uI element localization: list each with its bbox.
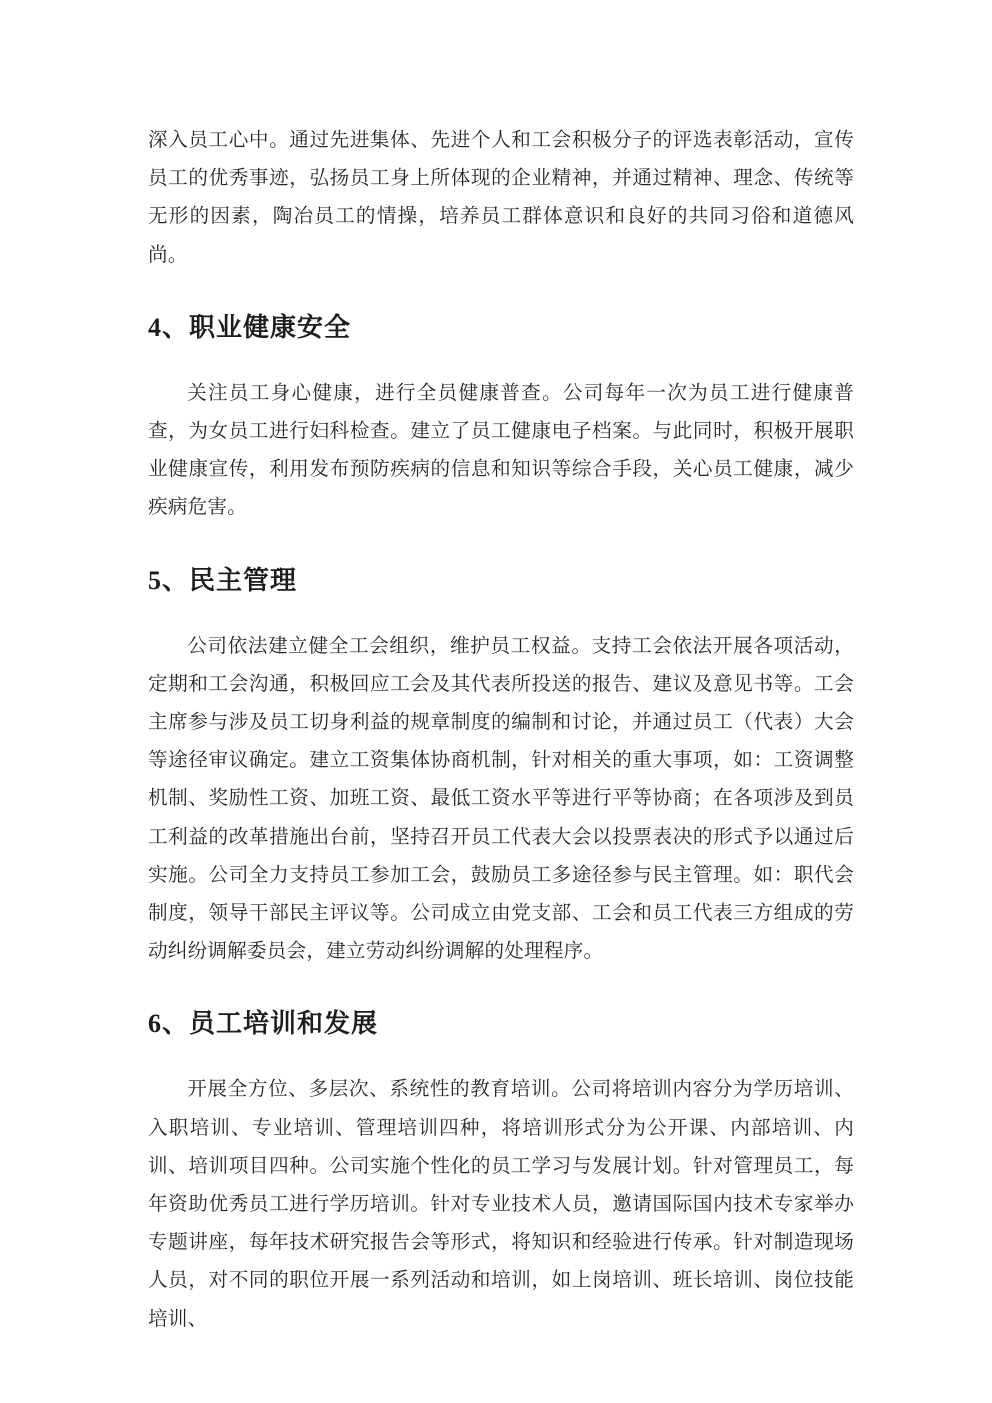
paragraph-training-development: 开展全方位、多层次、系统性的教育培训。公司将培训内容分为学历培训、入职培训、专业培训、管理培训四种，将培训形式分为公开课、内部培训、内训、培训项目四种。公司实施个性化的员工学习与发展计划。针对管理员工，每年资助优秀员工进行学历培训。针对专业技术人员，邀请国际国内技术专家举办专题讲座，每年技术研究报告会等形式，将知识和经验进行传承。针对制造现场人员，对不同的职位开展一系列活动和培训，如上岗培训、班长培训、岗位技能培训、: [148, 1079, 854, 1330]
document-content: [148, 122, 854, 1339]
section-heading-occupational-health: 4、职业健康安全: [148, 312, 352, 342]
paragraph-democratic-management: 公司依法建立健全工会组织，维护员工权益。支持工会依法开展各项活动，定期和工会沟通，积极回应工会及其代表所投送的报告、建议及意见书等。工会主席参与涉及员工切身利益的规章制度的编制和讨论，并通过员工（代表）大会等途径审议确定。建立工资集体协商机制，针对相关的重大事项，如：工资调整机制、奖励性工资、加班工资、最低工资水平等进行平等协商；在各项涉及到员工利益的改革措施出台前，坚持召开员工代表大会以投票表决的形式予以通过后实施。公司全力支持员工参加工会，鼓励员工多途径参与民主管理。如：职代会制度，领导干部民主评议等。公司成立由党支部、工会和员工代表三方组成的劳动纠纷调解委员会，建立劳动纠纷调解的处理程序。: [148, 635, 854, 963]
paragraph-continuation: 深入员工心中。通过先进集体、先进个人和工会积极分子的评选表彰活动，宣传员工的优秀事迹，弘扬员工身上所体现的企业精神，并通过精神、理念、传统等无形的因素，陶冶员工的情操，培养员工群体意识和良好的共同习俗和道德风尚。: [148, 130, 854, 266]
paragraph-occupational-health: 关注员工身心健康，进行全员健康普查。公司每年一次为员工进行健康普查，为女员工进行妇科检查。建立了员工健康电子档案。与此同时，积极开展职业健康宣传，利用发布预防疾病的信息和知识等综合手段，关心员工健康，减少疾病危害。: [148, 382, 854, 519]
section-heading-training-development: 6、员工培训和发展: [148, 1009, 379, 1039]
section-heading-democratic-management: 5、民主管理: [148, 565, 298, 595]
